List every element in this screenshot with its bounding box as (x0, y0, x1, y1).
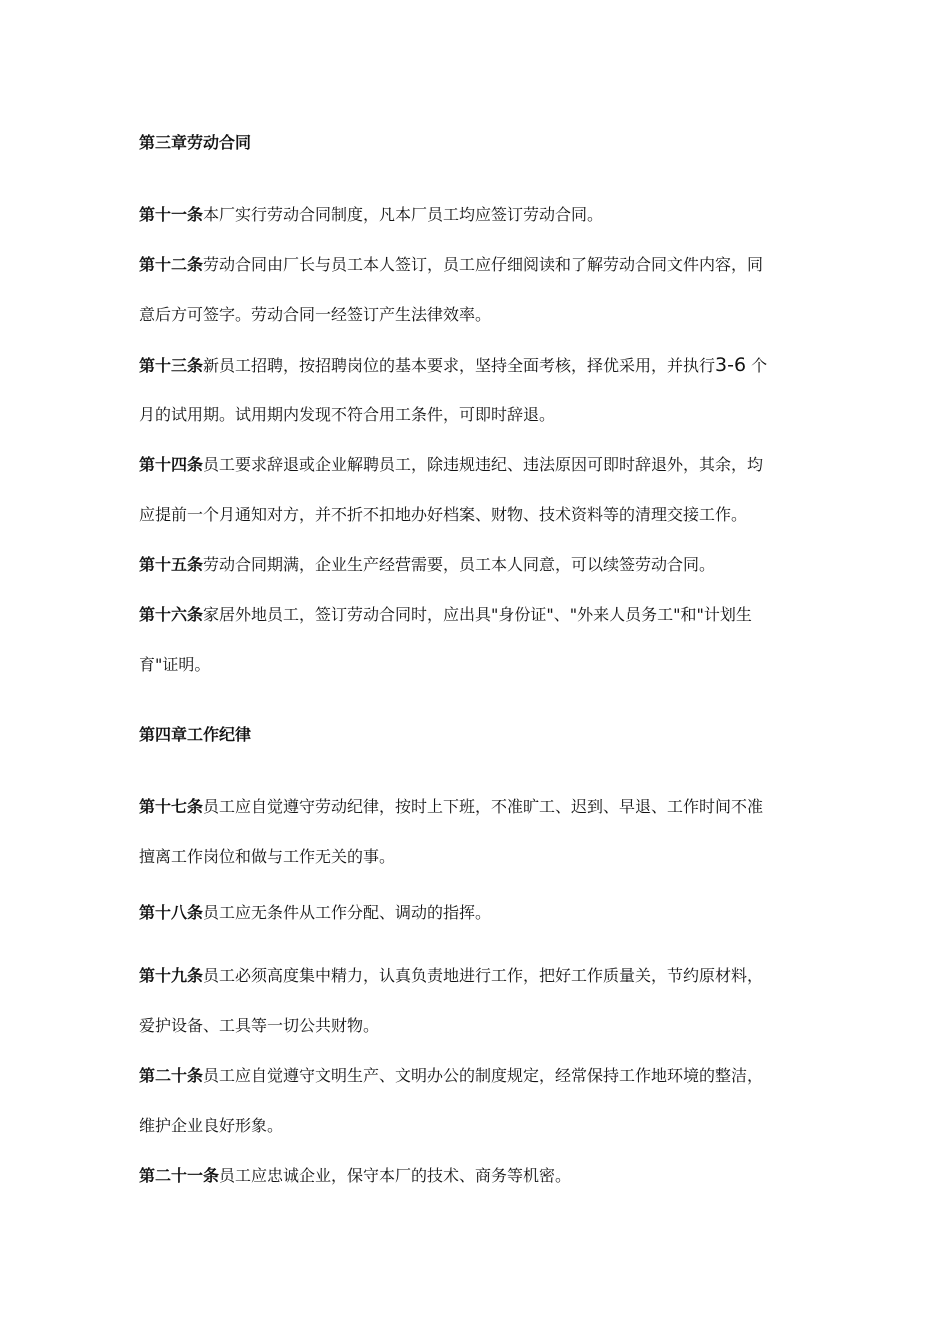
article-21-text: 员工应忠诚企业，保守本厂的技术、商务等机密。 (219, 1166, 572, 1185)
article-19-label: 第十九条 (139, 966, 204, 985)
article-14-line-2: 应提前一个月通知对方，并不折不扣地办好档案、财物、技术资料等的清理交接工作。 (139, 505, 748, 524)
article-13-text-1b: 个 (751, 356, 768, 375)
article-16-label: 第十六条 (139, 605, 204, 624)
article-16-line-2: 育"证明。 (139, 655, 211, 674)
article-12-line-1 (139, 254, 819, 276)
article-20-label: 第二十条 (139, 1066, 204, 1085)
article-20-line-1 (139, 1065, 819, 1087)
article-15 (139, 554, 819, 576)
article-17-line-1 (139, 796, 819, 818)
article-13-probation-range: 3-6 (715, 354, 747, 376)
chapter-4-title: 第四章工作纪律 (139, 725, 252, 744)
article-18-label: 第十八条 (139, 903, 204, 922)
article-11-label: 第十一条 (139, 205, 204, 224)
article-13-line-2: 月的试用期。试用期内发现不符合用工条件，可即时辞退。 (139, 405, 556, 424)
article-19-line-1 (139, 965, 819, 987)
article-19-line-2: 爱护设备、工具等一切公共财物。 (139, 1016, 380, 1035)
article-12-line-2: 意后方可签字。劳动合同一经签订产生法律效率。 (139, 305, 492, 324)
article-21 (139, 1165, 819, 1187)
article-11 (139, 204, 819, 226)
article-18-text: 员工应无条件从工作分配、调动的指挥。 (203, 903, 492, 922)
article-16-line-1 (139, 604, 819, 626)
article-12-text-1: 劳动合同由厂长与员工本人签订，员工应仔细阅读和了解劳动合同文件内容，同 (203, 255, 764, 274)
article-18 (139, 902, 819, 924)
article-12-label: 第十二条 (139, 255, 204, 274)
article-13-label: 第十三条 (139, 356, 204, 375)
chapter-3-title: 第三章劳动合同 (139, 133, 252, 152)
article-15-text: 劳动合同期满，企业生产经营需要，员工本人同意，可以续签劳动合同。 (203, 555, 716, 574)
article-14-label: 第十四条 (139, 455, 204, 474)
article-20-line-2: 维护企业良好形象。 (139, 1116, 284, 1135)
article-20-text-1: 员工应自觉遵守文明生产、文明办公的制度规定，经常保持工作地环境的整洁， (203, 1066, 764, 1085)
article-13-text-1a: 新员工招聘，按招聘岗位的基本要求，坚持全面考核，择优采用，并执行 (203, 356, 716, 375)
article-15-label: 第十五条 (139, 555, 204, 574)
article-17-label: 第十七条 (139, 797, 204, 816)
article-17-text-1: 员工应自觉遵守劳动纪律，按时上下班，不准旷工、迟到、早退、工作时间不准 (203, 797, 764, 816)
article-21-label: 第二十一条 (139, 1166, 220, 1185)
article-14-line-1 (139, 454, 819, 476)
article-13-line-1 (139, 354, 819, 377)
article-16-text-1: 家居外地员工，签订劳动合同时，应出具"身份证"、"外来人员务工"和"计划生 (203, 605, 752, 624)
article-11-text: 本厂实行劳动合同制度，凡本厂员工均应签订劳动合同。 (203, 205, 604, 224)
article-17-line-2: 擅离工作岗位和做与工作无关的事。 (139, 847, 396, 866)
article-19-text-1: 员工必须高度集中精力，认真负责地进行工作，把好工作质量关，节约原材料， (203, 966, 764, 985)
article-14-text-1: 员工要求辞退或企业解聘员工，除违规违纪、违法原因可即时辞退外，其余，均 (203, 455, 764, 474)
